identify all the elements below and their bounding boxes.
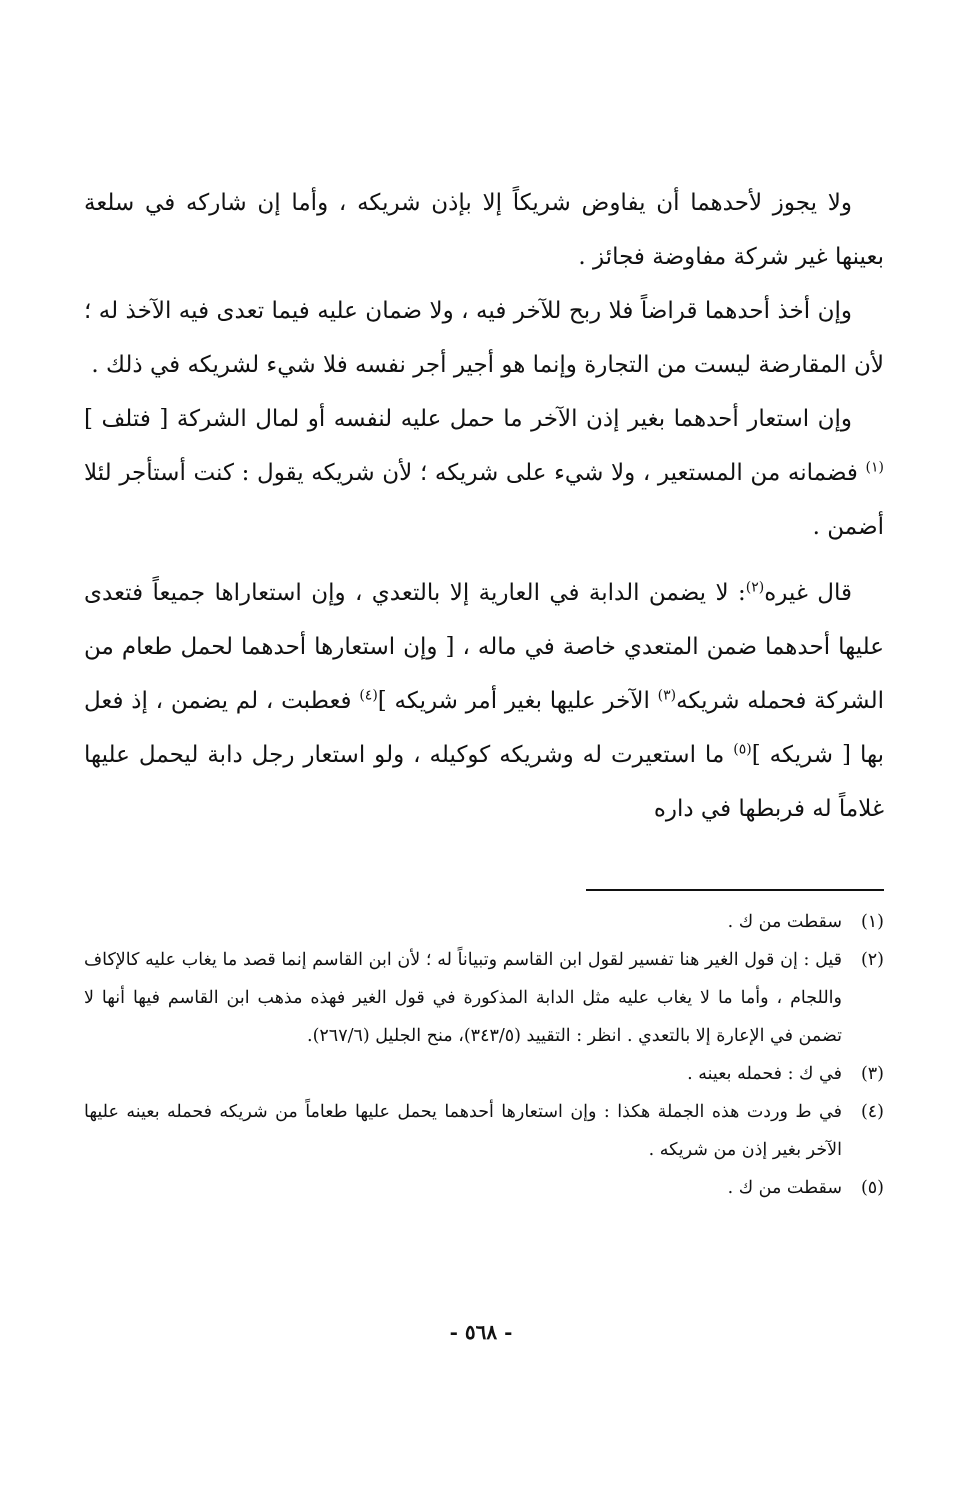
text-segment: ما استعيرت له وشريكه كوكيله ، ولو استعار رجل دابة ليحمل عليها غلاماً له فربطها في داره (84, 742, 884, 822)
text-segment: وإن أخذ أحدهما قراضاً فلا ربح للآخر فيه ، ولا ضمان عليه فيما تعدى فيه الآخذ له ؛ لأن المقارضة ليست من التجارة وإنما هو أجير أجر نفسه فلا شيء لشريكه في ذلك . (84, 298, 884, 378)
paragraph (84, 392, 884, 554)
text-segment: الآخر عليها بغير أمر شريكه ] (377, 688, 658, 714)
footnote-text: سقطت من ك . (727, 1178, 842, 1198)
footnote (84, 1093, 884, 1169)
footnote-separator (586, 889, 884, 891)
footnote-text: في ك : فحمله بعينه . (687, 1064, 842, 1084)
page-number: - ٥٦٨ - (449, 1320, 513, 1344)
text-segment: ولا يجوز لأحدهما أن يفاوض شريكاً إلا بإذن شريكه ، وأما إن شاركه في سلعة بعينها غير شركة مفاوضة فجائز . (84, 190, 884, 270)
footnote-reference: (٢) (745, 579, 765, 596)
footnote (84, 1169, 884, 1207)
footnote-reference: (٥) (733, 741, 752, 758)
footnote-number: (٥) (860, 1178, 884, 1198)
text-segment: قال غيره (764, 580, 853, 606)
footnote-number: (٣) (860, 1064, 884, 1084)
footnote-reference: (١) (865, 459, 884, 476)
footnote-number: (١) (860, 912, 884, 932)
footnote-number: (٢) (860, 950, 884, 970)
paragraph (84, 176, 884, 284)
footnote-reference: (٤) (359, 687, 378, 704)
footnote (84, 1055, 884, 1093)
footnote (84, 903, 884, 941)
main-text-body (84, 176, 884, 836)
footnote-text: في ط وردت هذه الجملة هكذا : وإن استعارها أحدهما يحمل عليها طعاماً من شريكه فحمله بعينه عليها الآخر بغير إذن من شريكه . (84, 1102, 842, 1160)
text-segment: فضمانه من المستعير ، ولا شيء على شريكه ؛ لأن شريكه يقول : كنت أستأجر لئلا أضمن . (84, 460, 884, 540)
footnote-text: سقطت من ك . (727, 912, 842, 932)
footnote-number: (٤) (860, 1102, 884, 1122)
text-segment: وإن استعار أحدهما بغير إذن الآخر ما حمل عليه لنفسه أو لمال الشركة [ فتلف ] (84, 406, 852, 432)
footnote (84, 941, 884, 1055)
footnote-reference: (٣) (657, 687, 677, 704)
text-segment: فعطبت ، لم يضمن ، إذ فعل بها [ شريكه ] (84, 688, 884, 768)
paragraph (84, 284, 884, 392)
footnote-text: قيل : إن قول الغير هنا تفسير لقول ابن القاسم وتبياناً له ؛ لأن ابن القاسم إنما قصد ما يغاب عليه كالإكاف واللجام ، وأما ما لا يغاب عليه مثل الدابة المذكورة في قول الغير فهذه مذهب ابن القاسم فيها أنها لا تضمن في الإعارة إلا بالتعدي . انظر : التقييد (٣٤٣/٥)، منح الجليل (٢٦٧/٦). (84, 950, 842, 1046)
text-segment: : لا يضمن الدابة في العارية إلا بالتعدي ، وإن استعاراها جميعاً فتعدى عليها أحدهما ضمن المتعدي خاصة في ماله ، [ وإن استعارها أحدهما لحمل طعام من الشركة فحمله شريكه (84, 580, 884, 714)
footnotes (84, 903, 884, 1207)
paragraph (84, 566, 884, 836)
